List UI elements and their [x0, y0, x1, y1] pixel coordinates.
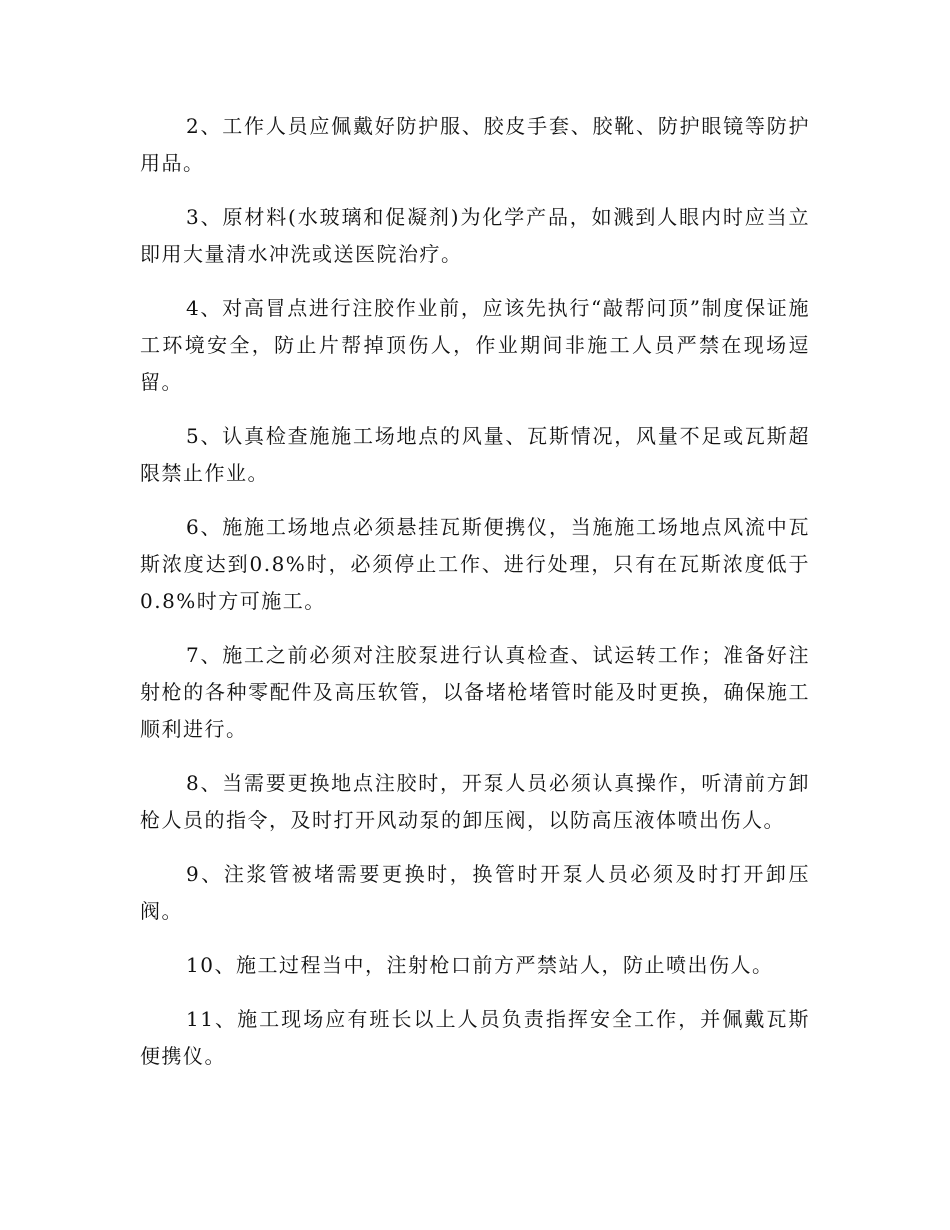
- paragraph-item-3: 3、原材料(水玻璃和促凝剂)为化学产品，如溅到人眼内时应当立即用大量清水冲洗或送医院治疗。: [140, 205, 810, 266]
- paragraph-item-2: 2、工作人员应佩戴好防护服、胶皮手套、胶靴、防护眼镜等防护用品。: [140, 114, 810, 175]
- document-body: [140, 108, 810, 1092]
- paragraph-item-10: 10、施工过程当中，注射枪口前方严禁站人，防止喷出伤人。: [186, 953, 774, 977]
- paragraph-item-9: 9、注浆管被堵需要更换时，换管时开泵人员必须及时打开卸压阀。: [140, 862, 810, 923]
- paragraph-item-6: 6、施施工场地点必须悬挂瓦斯便携仪，当施施工场地点风流中瓦斯浓度达到0.8%时，必须停止工作、进行处理，只有在瓦斯浓度低于0.8%时方可施工。: [140, 515, 810, 613]
- paragraph-item-5: 5、认真检查施施工场地点的风量、瓦斯情况，风量不足或瓦斯超限禁止作业。: [140, 424, 810, 485]
- paragraph-item-8: 8、当需要更换地点注胶时，开泵人员必须认真操作，听清前方卸枪人员的指令，及时打开风动泵的卸压阀，以防高压液体喷出伤人。: [140, 771, 810, 832]
- paragraph-item-7: 7、施工之前必须对注胶泵进行认真检查、试运转工作；准备好注射枪的各种零配件及高压软管，以备堵枪堵管时能及时更换，确保施工顺利进行。: [140, 643, 810, 741]
- paragraph-item-4: 4、对高冒点进行注胶作业前，应该先执行“敲帮问顶”制度保证施工环境安全，防止片帮掉顶伤人，作业期间非施工人员严禁在现场逗留。: [140, 296, 810, 394]
- paragraph-item-11: 11、施工现场应有班长以上人员负责指挥安全工作，并佩戴瓦斯便携仪。: [140, 1007, 810, 1068]
